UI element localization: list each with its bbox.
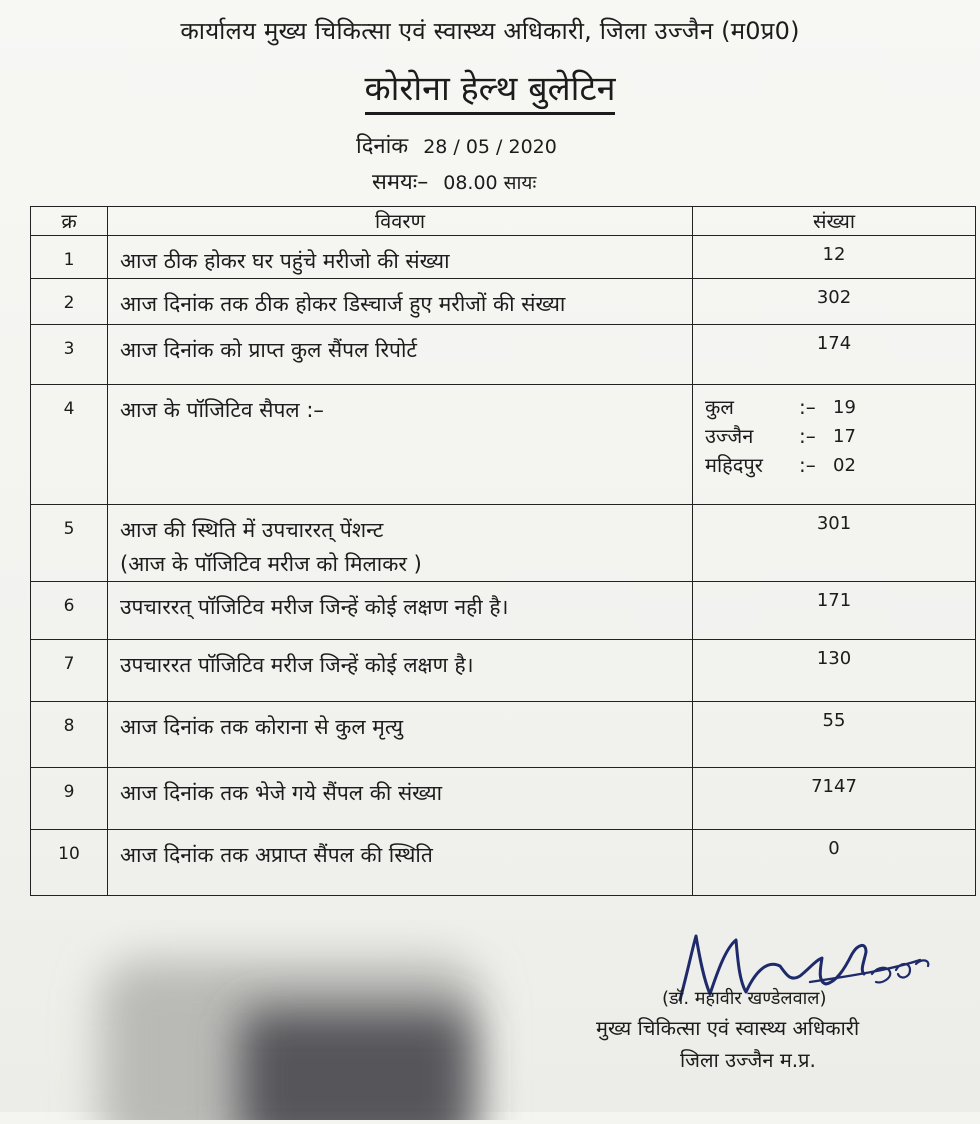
- blurred-stamp-area: [40, 920, 550, 1120]
- signatory-name: (डॉ. महावीर खण्डेलवाल): [662, 988, 827, 1009]
- breakdown-sep: :–: [799, 453, 816, 477]
- table-row: [31, 505, 976, 582]
- row-value: 12: [693, 236, 976, 279]
- table-row: [31, 702, 976, 768]
- row-desc: आज दिनांक तक अप्राप्त सैंपल की स्थिति: [108, 830, 693, 896]
- breakdown-count: 02: [833, 455, 856, 476]
- column-header-value: संख्या: [693, 207, 976, 236]
- positive-breakdown-cell: [693, 385, 976, 505]
- table-row: [31, 279, 976, 325]
- breakdown-sep: :–: [799, 424, 816, 448]
- time-line: [372, 166, 536, 196]
- date-label: दिनांक: [356, 134, 409, 159]
- breakdown-row-total: [705, 393, 975, 422]
- table-header-row: [31, 207, 976, 236]
- date-value: 28 / 05 / 2020: [423, 136, 557, 158]
- row-value: 301: [693, 505, 976, 582]
- table-row: [31, 768, 976, 830]
- row-desc-note: (आज के पॉजिटिव मरीज को मिलाकर ): [120, 552, 422, 576]
- bulletin-table: [30, 206, 976, 896]
- row-sn: 7: [31, 640, 108, 702]
- positive-breakdown: [693, 393, 975, 480]
- breakdown-row-mahidpur: [705, 451, 975, 480]
- row-sn: 9: [31, 768, 108, 830]
- row-desc: आज ठीक होकर घर पहुंचे मरीजो की संख्या: [108, 236, 693, 279]
- row-sn: 10: [31, 830, 108, 896]
- row-value: 302: [693, 279, 976, 325]
- row-value: 174: [693, 325, 976, 385]
- column-header-desc: विवरण: [108, 207, 693, 236]
- row-sn: 2: [31, 279, 108, 325]
- row-desc: आज दिनांक को प्राप्त कुल सैंपल रिपोर्ट: [108, 325, 693, 385]
- table-row: [31, 640, 976, 702]
- row-value: 171: [693, 582, 976, 640]
- signatory-place: जिला उज्जैन म.प्र.: [680, 1048, 816, 1072]
- table-row: [31, 236, 976, 279]
- breakdown-label: कुल: [705, 395, 734, 419]
- row-value: 55: [693, 702, 976, 768]
- row-value: 0: [693, 830, 976, 896]
- row-sn: 4: [31, 385, 108, 505]
- row-desc: उपचाररत पॉजिटिव मरीज जिन्हें कोई लक्षण है।: [108, 640, 693, 702]
- breakdown-sep: :–: [799, 395, 816, 419]
- bulletin-title-wrap: [0, 64, 980, 115]
- time-label: समयः–: [372, 170, 429, 195]
- table-row: [31, 830, 976, 896]
- breakdown-label: उज्जैन: [705, 424, 754, 448]
- breakdown-label: महिदपुर: [705, 453, 763, 477]
- table-row: [31, 582, 976, 640]
- time-value: 08.00 सायः: [443, 172, 537, 194]
- row-value: 130: [693, 640, 976, 702]
- row-desc: आज दिनांक तक कोराना से कुल मृत्यु: [108, 702, 693, 768]
- row-sn: 3: [31, 325, 108, 385]
- date-line: [356, 130, 557, 160]
- row-sn: 8: [31, 702, 108, 768]
- row-desc: आज दिनांक तक ठीक होकर डिस्चार्ज हुए मरीजों की संख्या: [108, 279, 693, 325]
- signatory-title: मुख्य चिकित्सा एवं स्वास्थ्य अधिकारी: [596, 1016, 860, 1040]
- row-sn: 5: [31, 505, 108, 582]
- row-desc-cell: [108, 505, 693, 582]
- office-heading: कार्यालय मुख्य चिकित्सा एवं स्वास्थ्य अधिकारी, जिला उज्जैन (म0प्र0): [180, 17, 800, 45]
- row-value: 7147: [693, 768, 976, 830]
- bulletin-title: कोरोना हेल्थ बुलेटिन: [365, 64, 616, 115]
- row-desc: आज दिनांक तक भेजे गये सैंपल की संख्या: [108, 768, 693, 830]
- table-row: [31, 385, 976, 505]
- row-desc: उपचाररत् पॉजिटिव मरीज जिन्हें कोई लक्षण नही है।: [108, 582, 693, 640]
- row-sn: 1: [31, 236, 108, 279]
- row-desc: आज के पॉजिटिव सैपल :–: [108, 385, 693, 505]
- row-sn: 6: [31, 582, 108, 640]
- breakdown-row-ujjain: [705, 422, 975, 451]
- table-row: [31, 325, 976, 385]
- breakdown-count: 19: [833, 397, 856, 418]
- breakdown-count: 17: [833, 426, 856, 447]
- row-desc: आज की स्थिति में उपचाररत् पेंशन्ट: [120, 518, 384, 542]
- column-header-sn: क्र: [31, 207, 108, 236]
